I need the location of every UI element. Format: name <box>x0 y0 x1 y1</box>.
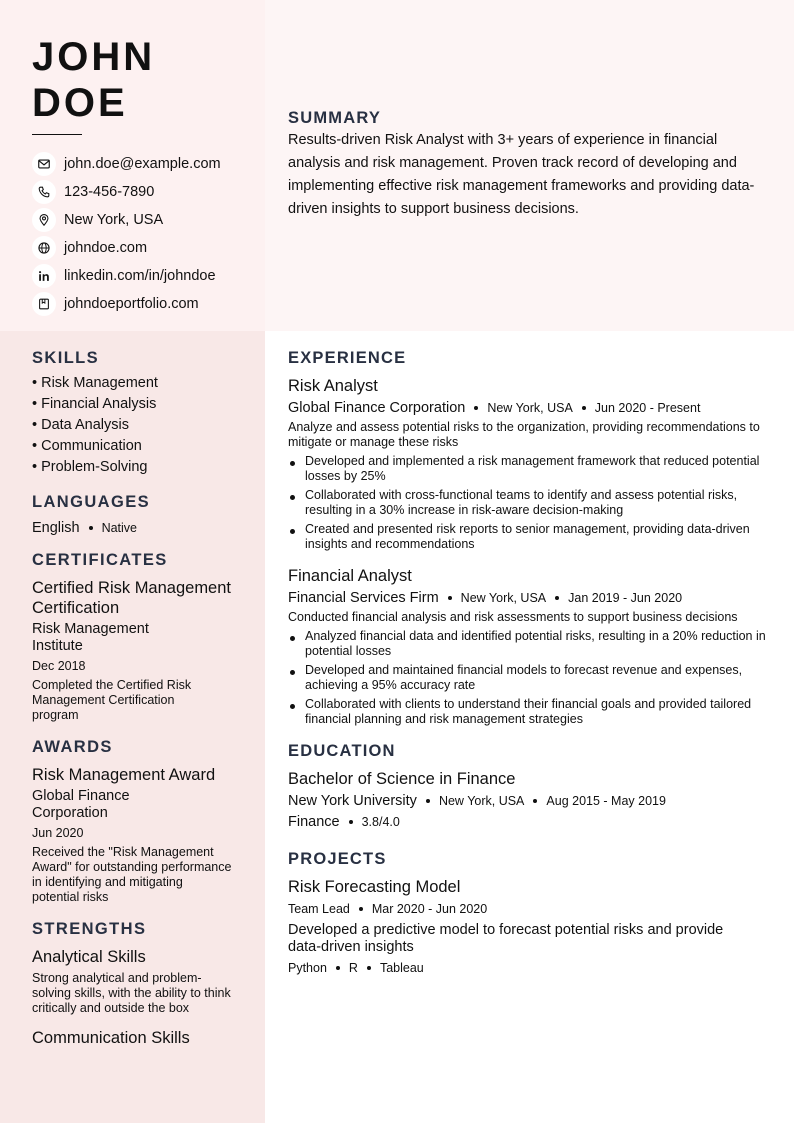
separator-dot <box>367 966 371 970</box>
certificate-description: Completed the Certified Risk Management Certification program <box>32 678 192 722</box>
portfolio-icon <box>32 292 56 316</box>
globe-icon <box>32 236 56 260</box>
project-tool: R <box>348 961 358 975</box>
summary-text: Results-driven Risk Analyst with 3+ years of experience in financial analysis and risk management. Proven track record of developing and implementing effective risk management frameworks and providing data-driven insights to support business decisions. <box>288 132 755 217</box>
skill-item: • Problem-Solving <box>32 459 148 475</box>
contact-portfolio <box>32 290 257 318</box>
contact-phone <box>32 178 257 206</box>
separator-dot <box>582 406 586 410</box>
job-meta <box>288 399 773 417</box>
job-location: New York, USA <box>460 591 547 605</box>
linkedin-icon <box>32 264 56 288</box>
separator-dot <box>555 596 559 600</box>
main-column <box>288 348 773 977</box>
gpa: 3.8/4.0 <box>361 815 400 829</box>
strength-title: Communication Skills <box>32 1029 190 1047</box>
award-date: Jun 2020 <box>32 826 84 840</box>
job-dates: Jan 2019 - Jun 2020 <box>568 591 683 605</box>
certificate-date: Dec 2018 <box>32 659 86 673</box>
summary-section <box>288 108 768 221</box>
achievement-list <box>288 454 773 552</box>
certificate-issuer: Risk Management Institute <box>32 621 149 654</box>
portfolio-text[interactable]: johndoeportfolio.com <box>64 296 199 312</box>
achievement-item: Created and presented risk reports to senior management, providing data-driven insights and recommendations <box>288 522 773 552</box>
project-title: Risk Forecasting Model <box>288 878 461 896</box>
strength-title: Analytical Skills <box>32 948 146 966</box>
language-level: Native <box>101 521 137 535</box>
summary-heading: SUMMARY <box>288 109 382 127</box>
company-name: Financial Services Firm <box>288 590 439 606</box>
skill-item: • Data Analysis <box>32 417 129 433</box>
first-name: JOHN <box>32 35 156 79</box>
sidebar <box>32 348 254 1048</box>
school-location: New York, USA <box>438 794 525 808</box>
contact-linkedin <box>32 262 257 290</box>
email-icon <box>32 152 56 176</box>
achievement-item: Developed and maintained financial models to forecast revenue and expenses, achieving a 95% accuracy rate <box>288 663 773 693</box>
skill-item: • Financial Analysis <box>32 396 157 412</box>
education-dates: Aug 2015 - May 2019 <box>546 794 666 808</box>
name-underline <box>32 134 82 135</box>
skills-section <box>32 348 254 478</box>
job-dates: Jun 2020 - Present <box>594 401 701 415</box>
project-tool: Tableau <box>379 961 424 975</box>
achievement-item: Collaborated with clients to understand their financial goals and provided tailored financial planning and risk management strategies <box>288 697 773 727</box>
job-title: Financial Analyst <box>288 567 412 585</box>
achievement-item: Developed and implemented a risk management framework that reduced potential losses by 25% <box>288 454 773 484</box>
separator-dot <box>533 799 537 803</box>
separator-dot <box>89 526 93 530</box>
website-text[interactable]: johndoe.com <box>64 240 148 256</box>
awards-heading: AWARDS <box>32 738 113 756</box>
degree-title: Bachelor of Science in Finance <box>288 770 516 788</box>
project-meta <box>288 900 773 918</box>
contact-location <box>32 206 257 234</box>
company-name: Global Finance Corporation <box>288 400 466 416</box>
project-tool: Python <box>288 961 327 975</box>
resume-header <box>32 34 257 318</box>
field-of-study: Finance <box>288 814 340 830</box>
job-description: Analyze and assess potential risks to the organization, providing recommendations to mitigate or manage these risks <box>288 420 760 449</box>
strengths-section <box>32 919 254 1048</box>
separator-dot <box>349 820 353 824</box>
job-location: New York, USA <box>487 401 573 415</box>
awards-section <box>32 737 254 905</box>
separator-dot <box>426 799 430 803</box>
language-item <box>32 520 254 536</box>
job-meta <box>288 589 773 607</box>
education-heading: EDUCATION <box>288 742 396 760</box>
certificate-title: Certified Risk Management Certification <box>32 579 231 617</box>
languages-section <box>32 492 254 536</box>
award-issuer: Global Finance Corporation <box>32 788 130 821</box>
project-description: Developed a predictive model to forecast potential risks and provide data-driven insights <box>288 922 724 955</box>
linkedin-text[interactable]: linkedin.com/in/johndoe <box>64 268 216 284</box>
award-title: Risk Management Award <box>32 766 216 784</box>
achievement-item: Analyzed financial data and identified potential risks, resulting in a 20% reduction in potential losses <box>288 629 773 659</box>
job-title: Risk Analyst <box>288 377 378 395</box>
phone-icon <box>32 180 56 204</box>
job-description: Conducted financial analysis and risk assessments to support business decisions <box>288 610 738 624</box>
education-section <box>288 741 773 831</box>
candidate-name <box>32 34 257 126</box>
language-name: English <box>32 520 80 536</box>
phone-text[interactable]: 123-456-7890 <box>64 184 155 200</box>
last-name: DOE <box>32 81 128 125</box>
certificates-heading: CERTIFICATES <box>32 551 168 569</box>
award-description: Received the "Risk Management Award" for outstanding performance in identifying and mitigating potential risks <box>32 845 232 904</box>
separator-dot <box>448 596 452 600</box>
contact-website <box>32 234 257 262</box>
achievement-item: Collaborated with cross-functional teams to identify and assess potential risks, resulting in a 30% increase in risk-aware decision-making <box>288 488 773 518</box>
separator-dot <box>359 907 363 911</box>
contact-email <box>32 150 257 178</box>
strengths-heading: STRENGTHS <box>32 920 147 938</box>
skill-item: • Risk Management <box>32 375 158 391</box>
projects-section <box>288 849 773 977</box>
achievement-list <box>288 629 773 727</box>
education-field-row <box>288 813 773 831</box>
project-dates: Mar 2020 - Jun 2020 <box>371 902 488 916</box>
location-text: New York, USA <box>64 212 164 228</box>
skill-item: • Communication <box>32 438 142 454</box>
experience-item <box>288 376 773 552</box>
email-text[interactable]: john.doe@example.com <box>64 156 221 172</box>
certificates-section <box>32 550 254 723</box>
project-role: Team Lead <box>288 902 350 916</box>
experience-section <box>288 348 773 727</box>
school-name: New York University <box>288 793 417 809</box>
experience-item <box>288 566 773 727</box>
experience-heading: EXPERIENCE <box>288 349 407 367</box>
projects-heading: PROJECTS <box>288 850 387 868</box>
project-tools <box>288 959 773 977</box>
separator-dot <box>474 406 478 410</box>
separator-dot <box>336 966 340 970</box>
education-meta <box>288 792 773 810</box>
location-pin-icon <box>32 208 56 232</box>
contact-list <box>32 150 257 318</box>
skills-list <box>32 373 254 478</box>
skills-heading: SKILLS <box>32 349 100 367</box>
strength-description: Strong analytical and problem-solving skills, with the ability to think critically and outside the box <box>32 971 231 1015</box>
languages-heading: LANGUAGES <box>32 493 151 511</box>
